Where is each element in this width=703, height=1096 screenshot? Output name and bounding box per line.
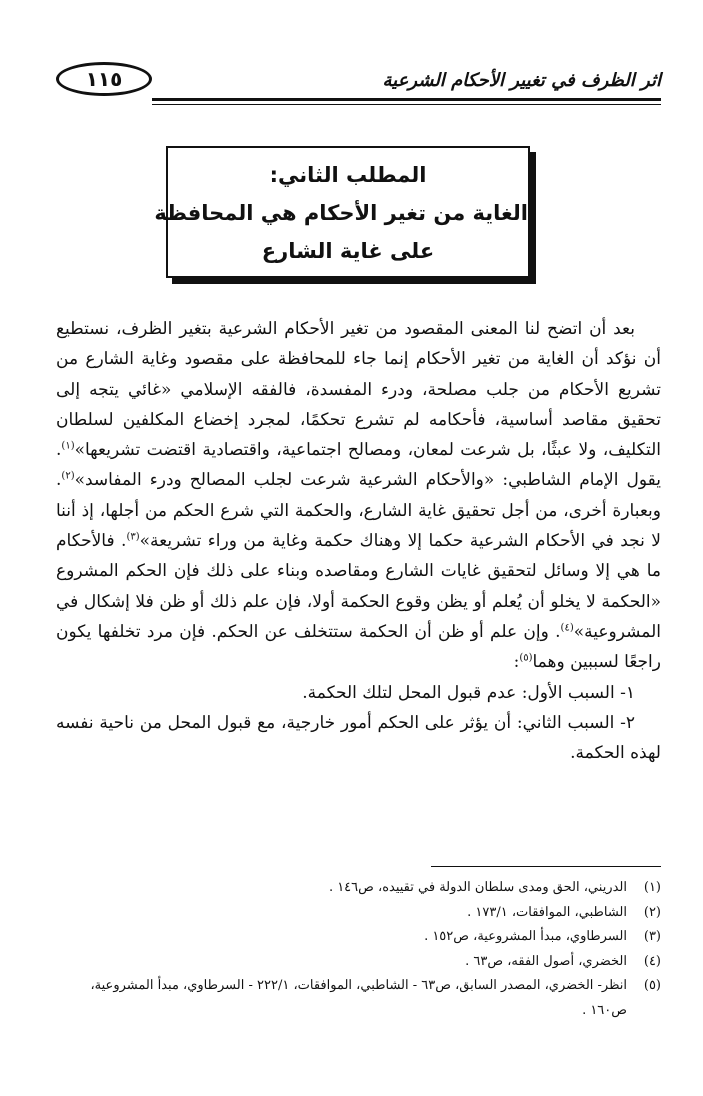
page-number: ١١٥ bbox=[56, 62, 152, 96]
header-rule-thick bbox=[152, 98, 661, 101]
footnote-ref-1[interactable]: (١) bbox=[61, 440, 75, 452]
heading-box bbox=[154, 146, 530, 278]
footnote-item bbox=[56, 901, 661, 926]
footnote-item bbox=[56, 876, 661, 901]
heading-line-1: المطلب الثاني: bbox=[269, 163, 427, 187]
heading-line-3: على غاية الشارع bbox=[261, 239, 435, 263]
footnote-item bbox=[56, 925, 661, 950]
footnote-text: انظر- الخضري، المصدر السابق، ص٦٣ - الشاطبي، الموافقات، ٢٢٢/١ - السرطاوي، مبدأ المشروعية، ص١٦٠ . bbox=[90, 978, 627, 1018]
section-heading-box bbox=[154, 146, 532, 274]
paragraph-segment-f: : bbox=[513, 652, 520, 673]
footnote-ref-3[interactable]: (٣) bbox=[126, 531, 140, 543]
footnote-number: (٣) bbox=[643, 929, 661, 944]
paragraph-segment-d: . فالأحكام ما هي إلا وسائل لتحقيق غايات الشارع ومقاصده وبناء على ذلك فإن الحكم المشروع «الحكمة لا يخلو أن يُعلم أو يظن وقوع الحكمة أولا، فإن علم ذلك أو ظن فلا إشكال في المشروعية» bbox=[56, 531, 661, 642]
footnote-text: الدريني، الحق ومدى سلطان الدولة في تقييده، ص١٤٦ . bbox=[328, 880, 627, 895]
running-title: اثر الظرف في تغيير الأحكام الشرعية bbox=[382, 70, 661, 91]
footnote-text: الشاطبي، الموافقات، ١٧٣/١ . bbox=[467, 904, 627, 920]
header-rule-thin bbox=[152, 104, 661, 105]
footnote-number: (٥) bbox=[643, 978, 661, 993]
footnote-number: (١) bbox=[643, 880, 661, 895]
page-header bbox=[56, 58, 661, 106]
paragraph-segment-b: . يقول الإمام الشاطبي: «والأحكام الشرعية شرعت لجلب المصالح ودرء المفاسد» bbox=[56, 440, 661, 491]
body-text bbox=[56, 314, 661, 768]
footnote-ref-4[interactable]: (٤) bbox=[560, 622, 574, 634]
footnote-separator bbox=[431, 866, 661, 867]
list-item-2: ٢- السبب الثاني: أن يؤثر على الحكم أمور خارجية، مع قبول المحل من ناحية نفسه لهذه الحكمة. bbox=[56, 712, 661, 764]
heading-line-2: الغاية من تغير الأحكام هي المحافظة bbox=[154, 201, 528, 225]
footnotes bbox=[56, 876, 661, 1023]
footnote-ref-5[interactable]: (٥) bbox=[519, 652, 533, 664]
paragraph-segment-a: بعد أن اتضح لنا المعنى المقصود من تغير الأحكام الشرعية بتغير الظرف، نستطيع أن نؤكد أن الغاية من تغير الأحكام إنما جاء للمحافظة على مقصود وغاية الشارع من تشريع الأحكام من جلب مصلحة، ودرء المفسدة، فالفقه الإسلامي «غائي يتجه إلى تحقيق مقاصد أساسية، فأحكامه لم تشرع تحكمًا، لمجرد إخضاع المكلفين لسلطان التكليف، ولا عبثًا، بل شرعت لمعان، ومصالح اجتماعية، واقتصادية اقتضت تشريعها» bbox=[56, 319, 661, 461]
footnote-number: (٤) bbox=[643, 953, 661, 969]
footnote-item bbox=[56, 974, 661, 1023]
footnote-number: (٢) bbox=[643, 904, 661, 920]
footnote-text: الخضري، أصول الفقه، ص٦٣ . bbox=[465, 953, 627, 969]
paragraph-segment-e: . وإن علم أو ظن أن الحكمة ستتخلف عن الحكم. فإن مرد تخلفها يكون راجعًا لسببين وهما bbox=[56, 621, 661, 673]
footnote-ref-2[interactable]: (٢) bbox=[61, 470, 75, 482]
paragraph-segment-c: . وبعبارة أخرى، من أجل تحقيق غاية الشارع، والحكمة التي شرع الحكم من أجلها، إذ أننا لا نجد في الأحكام الشرعية حكما إلا وهناك حكمة وغاية من وراء تشريعة» bbox=[56, 470, 661, 552]
footnote-item bbox=[56, 950, 661, 975]
main-paragraph bbox=[56, 314, 661, 678]
list-item-1: ١- السبب الأول: عدم قبول المحل لتلك الحكمة. bbox=[302, 682, 635, 703]
footnote-text: السرطاوي، مبدأ المشروعية، ص١٥٢ . bbox=[424, 929, 627, 944]
